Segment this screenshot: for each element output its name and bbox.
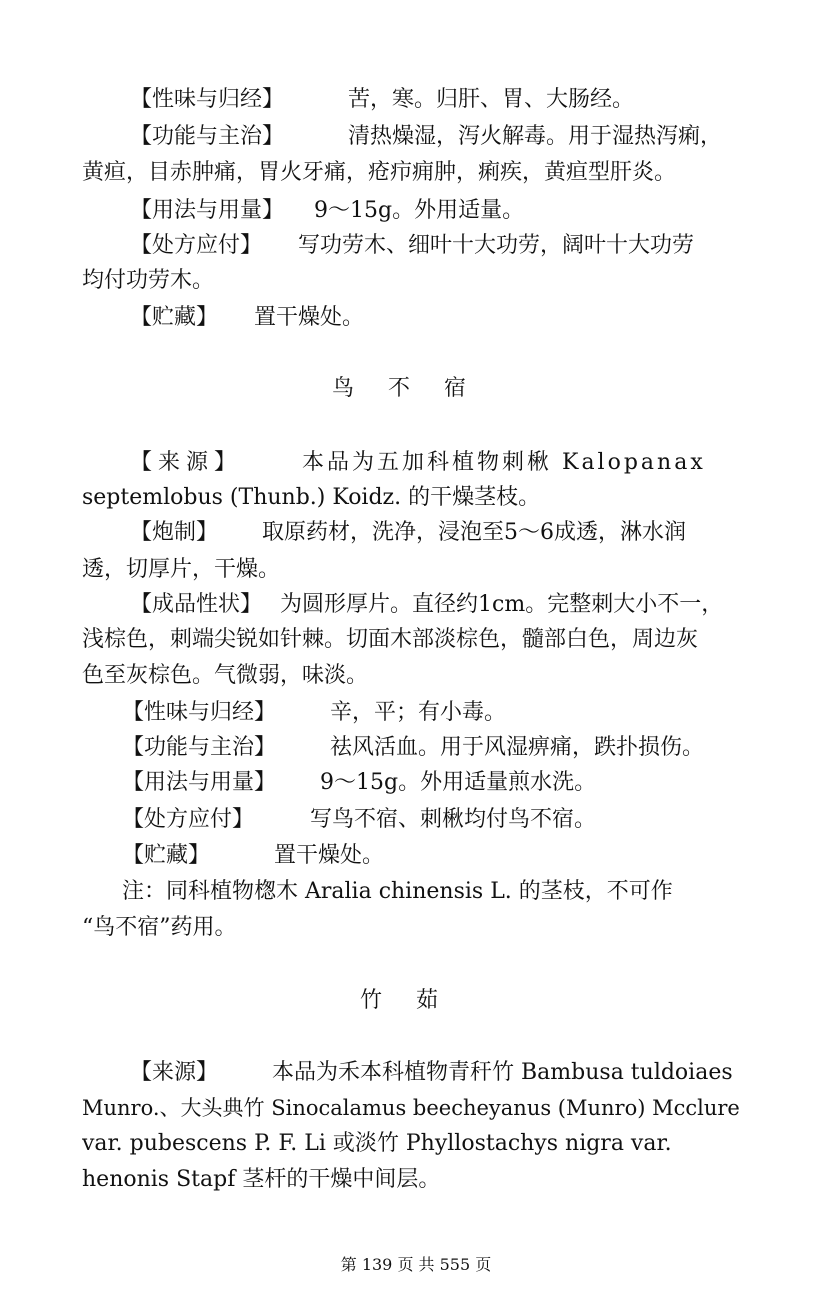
storage-line	[130, 303, 750, 333]
function-tag-2: 【功能与主治】	[122, 735, 277, 760]
section-title-zhuru: 竹茹	[359, 988, 472, 1013]
processing-line	[130, 518, 750, 548]
appearance-continuation-1: 浅棕色，刺端尖锐如针棘。切面木部淡棕色，髓部白色，周边灰	[82, 627, 699, 652]
storage-line-2	[122, 841, 750, 871]
property-line-2	[122, 698, 750, 728]
source-text: 本品为五加科植物刺楸 Kalopanax	[302, 450, 706, 475]
function-text: 清热燥湿，泻火解毒。用于湿热泻痢，	[348, 124, 723, 149]
page-footer: 第 139 页 共 555 页	[340, 1255, 492, 1274]
appearance-continuation-2: 色至灰棕色。气微弱，味淡。	[82, 663, 369, 688]
source-continuation-3a: Munro.、大头典竹 Sinocalamus beecheyanus (Munro) Mcclure	[82, 1096, 740, 1120]
dosage-line	[130, 196, 750, 226]
prescription-line-2	[122, 805, 750, 835]
source-continuation-3c: henonis Stapf 茎杆的干燥中间层。	[82, 1167, 441, 1192]
function-continuation: 黄疸，目赤肿痛，胃火牙痛，疮疖痈肿，痢疾，黄疸型肝炎。	[82, 160, 677, 185]
property-tag: 【性味与归经】	[130, 87, 285, 112]
processing-tag: 【炮制】	[130, 520, 219, 545]
dosage-text-2: 9～15g。外用适量煎水洗。	[320, 770, 597, 795]
processing-continuation: 透，切厚片，干燥。	[82, 557, 281, 582]
prescription-continuation: 均付功劳木。	[82, 268, 215, 293]
property-tag-2: 【性味与归经】	[122, 700, 277, 725]
dosage-line-2	[122, 768, 750, 798]
source-continuation-3b: var. pubescens P. F. Li 或淡竹 Phyllostachys nigra var.	[82, 1131, 672, 1156]
dosage-tag-2: 【用法与用量】	[122, 770, 277, 795]
prescription-text-2: 写鸟不宿、刺楸均付鸟不宿。	[310, 807, 597, 832]
note-continuation: “鸟不宿”药用。	[82, 915, 237, 940]
source-tag-3: 【来源】	[130, 1060, 219, 1085]
prescription-tag-2: 【处方应付】	[122, 807, 255, 832]
property-text: 苦，寒。归肝、胃、大肠经。	[348, 87, 635, 112]
source-tag: 【来源】	[130, 450, 243, 475]
prescription-text: 写功劳木、细叶十大功劳，阔叶十大功劳	[298, 233, 695, 258]
source-continuation: septemlobus (Thunb.) Koidz. 的干燥茎枝。	[82, 485, 541, 510]
function-line-2	[122, 733, 750, 763]
dosage-text: 9～15g。外用适量。	[314, 198, 525, 223]
storage-tag-2: 【贮藏】	[122, 843, 211, 868]
processing-text: 取原药材，洗净，浸泡至5～6成透，淋水润	[262, 520, 687, 545]
prescription-line	[130, 231, 750, 261]
note-line: 注：同科植物楤木 Aralia chinensis L. 的茎枝，不可作	[122, 879, 673, 904]
source-line	[130, 448, 750, 478]
appearance-text: 为圆形厚片。直径约1cm。完整刺大小不一，	[280, 592, 724, 617]
function-tag: 【功能与主治】	[130, 124, 285, 149]
dosage-tag: 【用法与用量】	[130, 198, 285, 223]
storage-text-2: 置干燥处。	[274, 843, 385, 868]
source-line-3	[130, 1058, 750, 1088]
prescription-tag: 【处方应付】	[130, 233, 263, 258]
function-text-2: 祛风活血。用于风湿痹痛，跌扑损伤。	[330, 735, 705, 760]
source-text-3: 本品为禾本科植物青秆竹 Bambusa tuldoiaes	[272, 1060, 733, 1085]
property-text-2: 辛，平；有小毒。	[330, 700, 507, 725]
storage-tag: 【贮藏】	[130, 305, 219, 330]
storage-text: 置干燥处。	[254, 305, 365, 330]
appearance-line	[130, 590, 750, 620]
function-line	[130, 122, 750, 152]
appearance-tag: 【成品性状】	[130, 592, 263, 617]
property-line	[130, 85, 750, 115]
section-title-niaobusu: 鸟不宿	[331, 376, 500, 401]
